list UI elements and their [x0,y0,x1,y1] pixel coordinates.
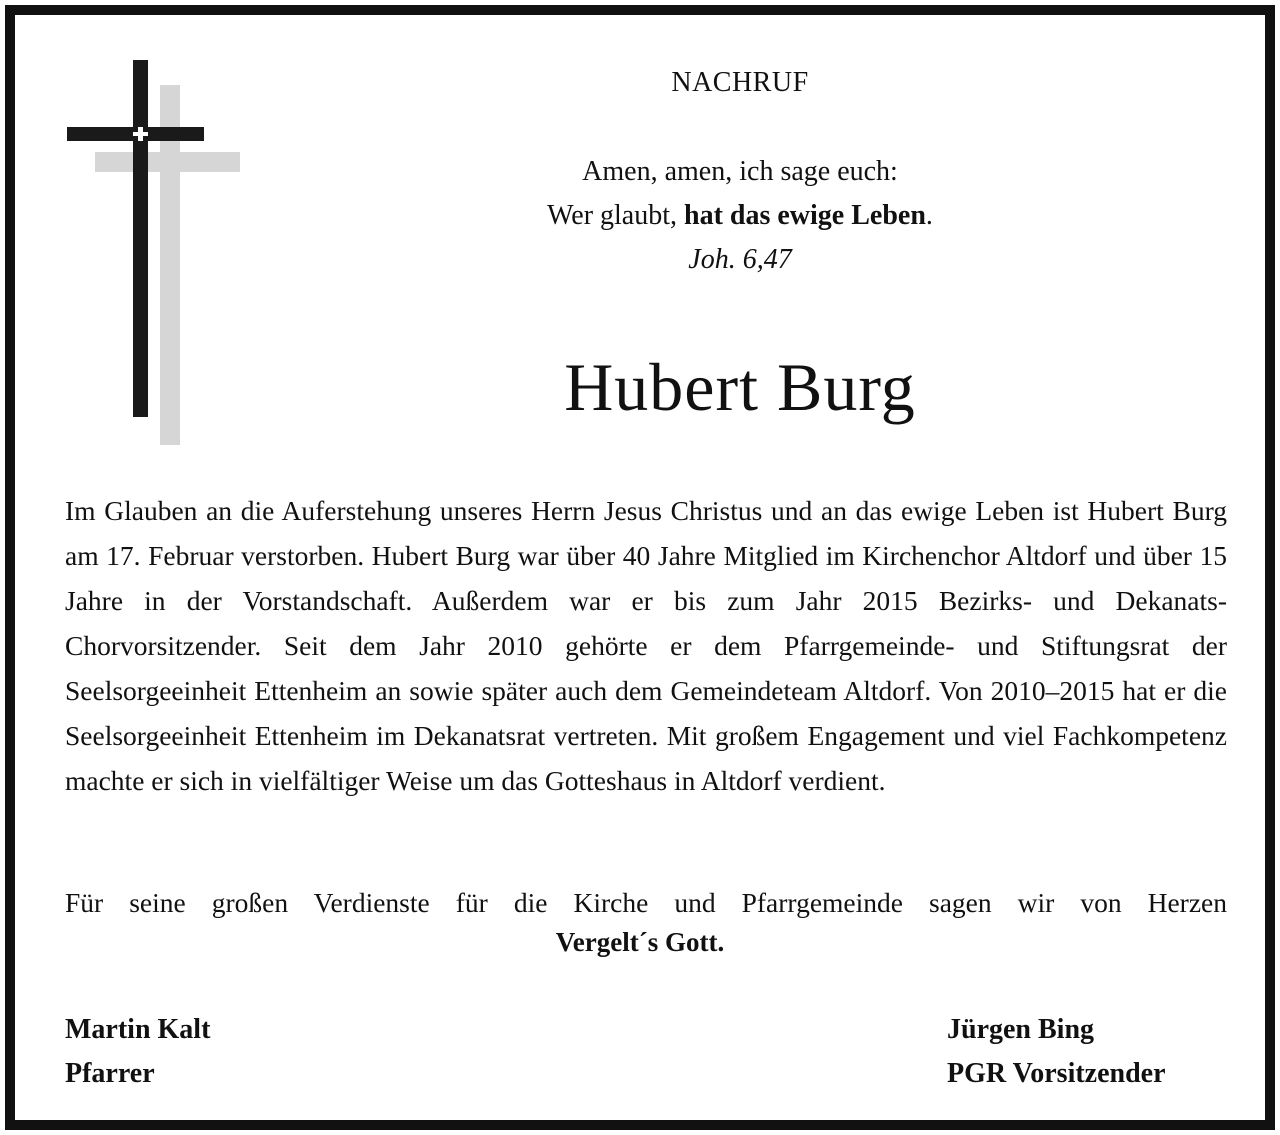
verse-reference-text: Joh. 6,47 [688,244,792,275]
verse-line-2-emphasis: hat das ewige Leben [684,200,926,231]
signer-name: Jürgen Bing [947,1014,1095,1045]
verse-line-2 [455,194,1025,238]
signer-right [947,1008,1166,1096]
closing-phrase: Vergelt´s Gott. [555,927,725,957]
thanks-line: Für seine großen Verdienste für die Kirche und Pfarrgemeinde sagen wir von Herzen [65,887,1227,918]
signer-name: Martin Kalt [65,1014,211,1045]
obituary-body: Im Glauben an die Auferstehung unseres Herrn Jesus Christus und an das ewige Leben ist Hubert Burg am 17. Februar verstorben. Hubert Burg war über 40 Jahre Mitglied im Kirchenchor Altdorf und über 15 Jahre in der Vorstandschaft. Außerdem war er bis zum Jahr 2015 Bezirks- und Dekanats-Chorvorsitzender. Seit dem Jahr 2010 gehörte er dem Pfarrgemeinde- und Stiftungsrat der Seelsorgeeinheit Ettenheim an sowie später auch dem Gemeindeteam Altdorf. Von 2010–2015 hat er die Seelsorgeeinheit Ettenheim im Dekanatsrat vertreten. Mit großem Engagement und viel Fachkompetenz machte er sich in vielfältiger Weise um das Gotteshaus in Altdorf verdient. [65,495,1227,796]
verse-line-2-prefix: Wer glaubt, [547,200,685,231]
cross-vertical-beam [133,60,148,417]
obituary-heading: NACHRUF [671,67,809,98]
cross-center-gap-horizontal [133,132,148,136]
bible-verse [455,150,1025,282]
deceased-name: Hubert Burg [564,349,916,425]
signer-left [65,1008,210,1096]
signer-role: PGR Vorsitzender [947,1058,1166,1089]
verse-line-1: Amen, amen, ich sage euch: [582,156,898,187]
obituary-frame [5,5,1275,1130]
cross-icon [15,15,275,475]
signer-role: Pfarrer [65,1058,155,1089]
verse-line-2-suffix: . [925,200,933,231]
verse-reference [455,238,1025,282]
cross-shadow-horizontal [95,152,240,172]
